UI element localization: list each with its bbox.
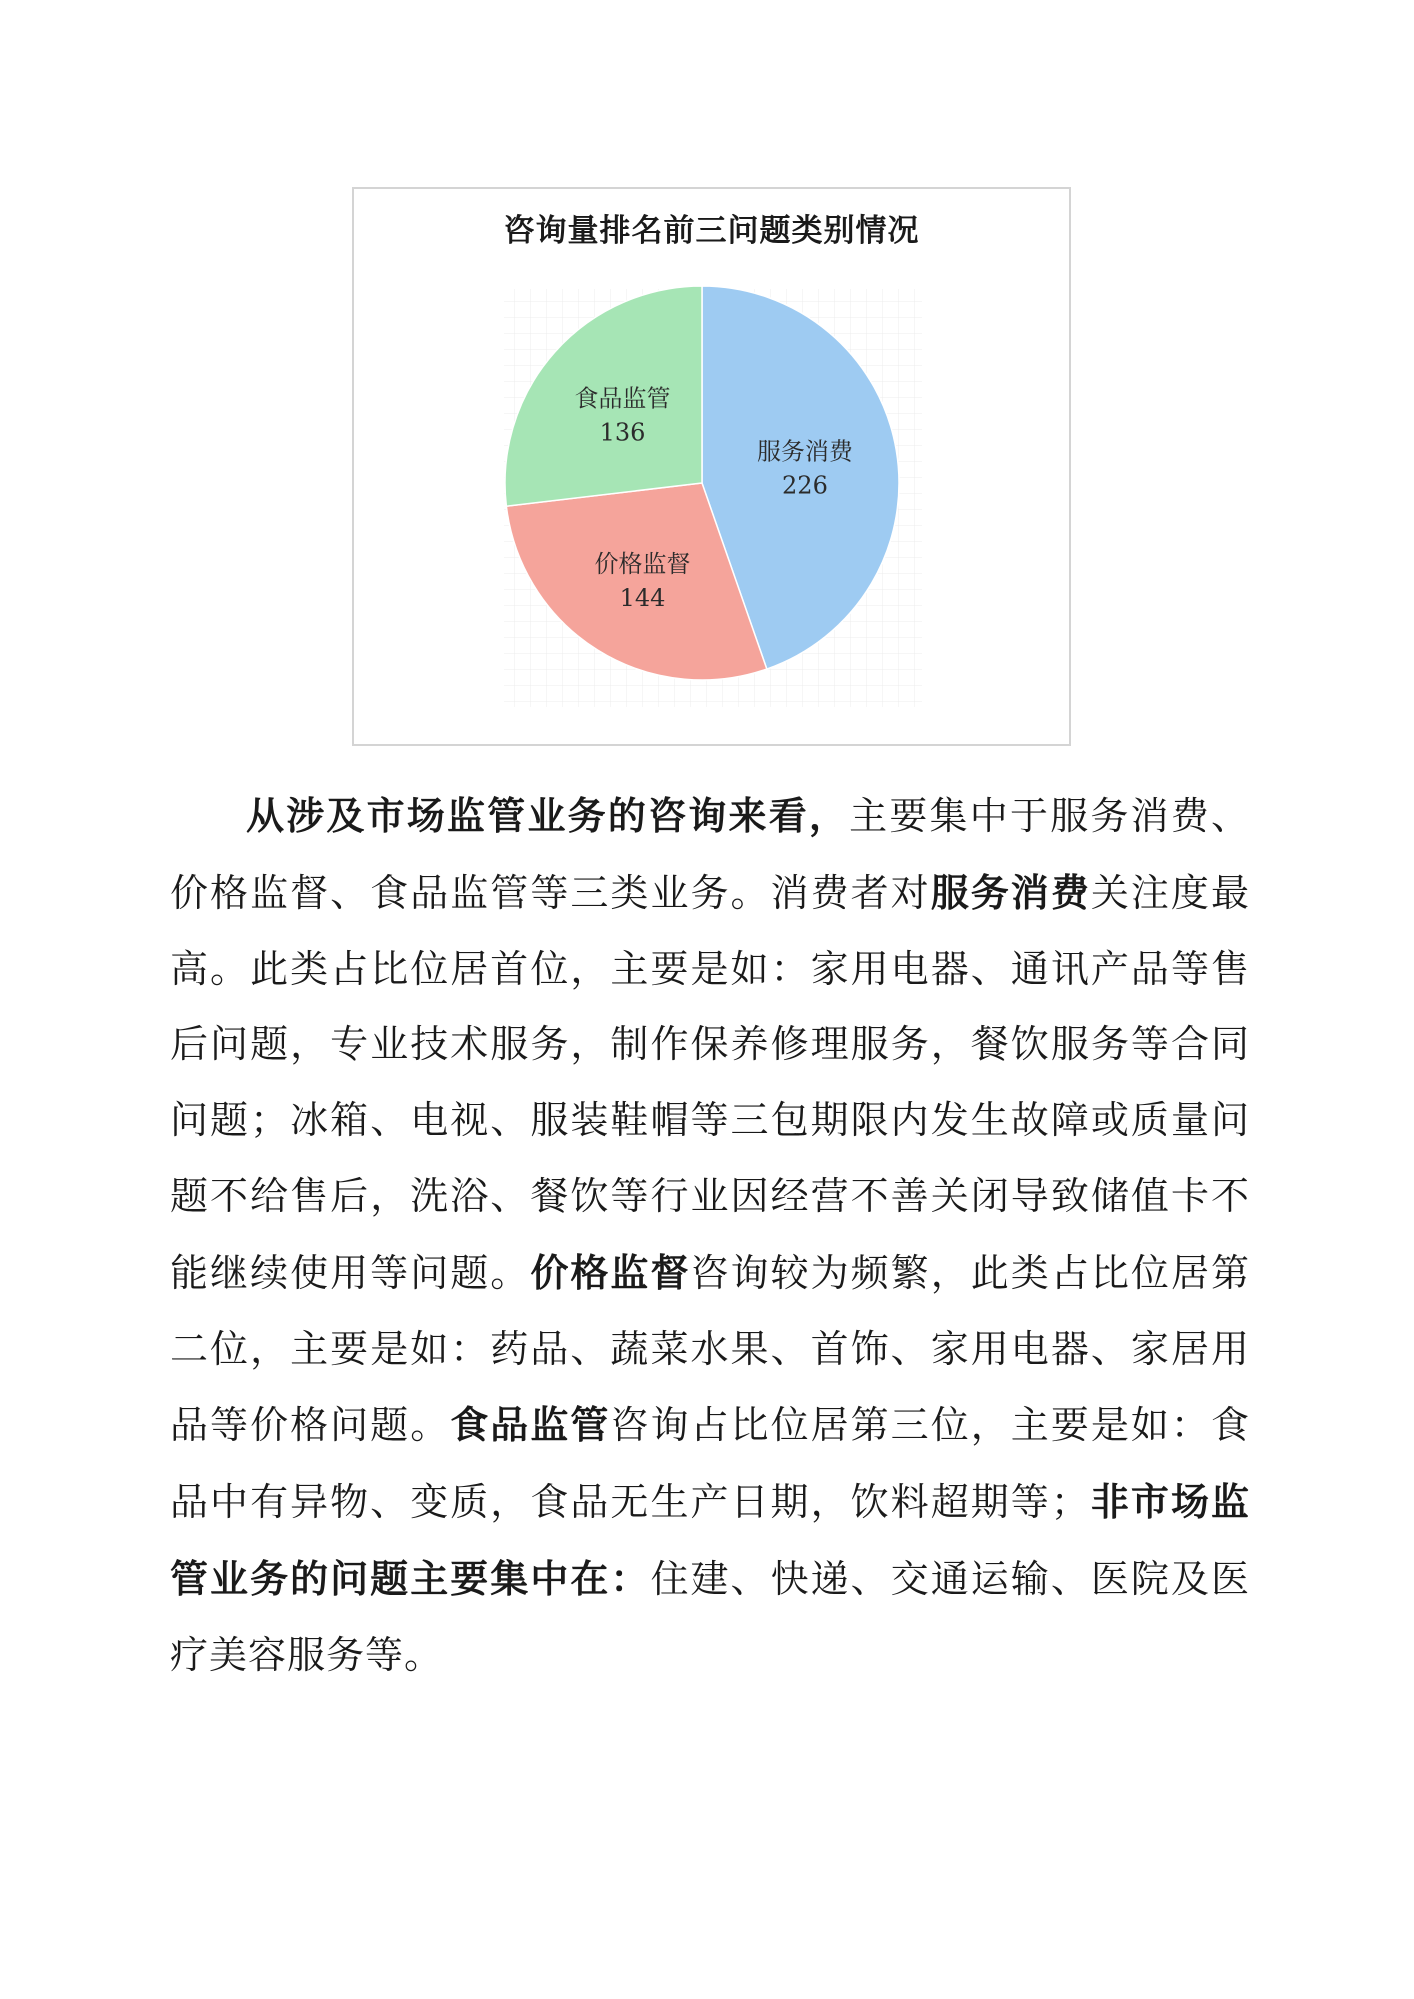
paragraph-text-2: 关注度最高。此类占比位居首位，主要是如：家用电器、通讯产品等售后问题，专业技术服务，制作保养修理服务，餐饮服务等合同问题；冰箱、电视、服装鞋帽等三包期限内发生故障或质量问题不给售后，洗浴、餐饮等行业因经营不善关闭导致储值卡不能继续使用等问题。 — [170, 870, 1250, 1295]
paragraph-text-3: 咨询较为频繁，此类占比位居第二位，主要是如：药品、蔬菜水果、首饰、家用电器、家居用品等价格问题。 — [170, 1250, 1250, 1448]
slice-category-label: 价格监督 — [594, 550, 691, 579]
pie-chart-panel — [352, 187, 1071, 746]
slice-value-label: 226 — [782, 471, 828, 500]
slice-category-label: 服务消费 — [756, 437, 853, 466]
lead-bold: 从涉及市场监管业务的咨询来看， — [246, 793, 850, 838]
paragraph-text-1: 主要集中于服务消费、价格监督、食品监管等三类业务。消费者对 — [170, 794, 1250, 915]
pie-slices — [505, 286, 899, 680]
price-supervision-bold: 价格监督 — [530, 1249, 691, 1295]
slice-category-label: 食品监管 — [574, 384, 671, 413]
food-supervision-bold: 食品监管 — [450, 1402, 611, 1448]
slice-value-label: 144 — [619, 584, 666, 613]
pie-chart — [354, 189, 1069, 744]
service-consumption-bold: 服务消费 — [930, 869, 1091, 915]
paragraph-text-4: 咨询占比位居第三位，主要是如：食品中有异物、变质，食品无生产日期，饮料超期等； — [170, 1403, 1250, 1525]
slice-value-label: 136 — [599, 418, 646, 447]
non-market-bold: 非市场监管业务的问题主要集中在： — [170, 1479, 1250, 1601]
body-paragraph — [170, 778, 1250, 1694]
chart-title: 咨询量排名前三问题类别情况 — [503, 213, 920, 249]
paragraph-text-5: 住建、快递、交通运输、医院及医疗美容服务等。 — [170, 1556, 1250, 1677]
